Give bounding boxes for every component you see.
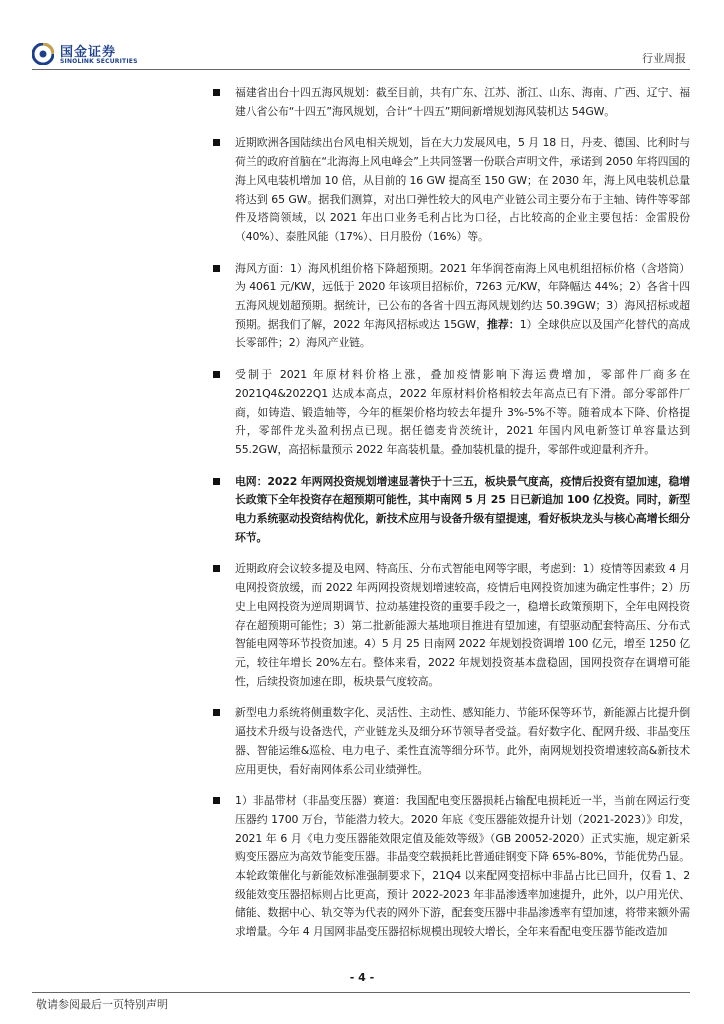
paragraph-8	[235, 792, 690, 942]
recommendation-label: 推荐：	[487, 317, 520, 331]
header-divider	[32, 69, 690, 70]
footer-divider	[32, 992, 690, 993]
square-bullet-icon	[213, 371, 220, 378]
logo-chinese-text: 国金证券	[60, 45, 117, 60]
disclaimer-text: 敬请参阅最后一页特别声明	[36, 998, 168, 1011]
paragraph-text-bold: 电网：2022 年两网投资规划增速显著快于十三五，板块景气度高，疫情后投资有望加速，稳增长政策下全年投资存在超预期可能性，其中南网 5 月 25 日已新追加 100 亿投资。同时，新型电力系统驱动投资结构优化，新技术应用与设备升级有望提速，看好板块龙头与核心高增长细分环节。	[235, 474, 690, 544]
paragraph-text: 近期政府会议较多提及电网、特高压、分布式智能电网等字眼，考虑到：1）疫情等因素致 4 月电网投资放缓，而 2022 年两网投资规划增速较高，疫情后电网投资加速为确定性事件；2）历史上电网投资为逆周期调节、拉动基建投资的重要手段之一，稳增长政策预期下，全年电网投资存在超预期可能性；3）第二批新能源大基地项目推进有望加速，有望驱动配套特高压、分布式智能电网等环节投资加速。4）5 月 25 日南网 2022 年规划投资调增 100 亿元，增至 1250 亿元，较往年增长 20%左右。整体来看，2022 年规划投资基本盘稳固，国网投资存在调增可能性，后续投资加速在即，板块景气度较高。	[235, 562, 690, 688]
paragraph-text	[235, 260, 690, 354]
paragraph-5	[235, 473, 690, 548]
paragraph-text: 新型电力系统将侧重数字化、灵活性、主动性、感知能力、节能环保等环节，新能源占比提升倒逼技术升级与设备迭代，产业链龙头及细分环节领导者受益。看好数字化、配网升级、非晶变压器、智能运维&巡检、电力电子、柔性直流等细分环节。此外，南网规划投资增速较高&新技术应用更快，看好南网体系公司业绩弹性。	[235, 706, 690, 776]
paragraph-4	[235, 366, 690, 460]
report-type-label: 行业周报	[642, 52, 686, 65]
paragraph-3	[235, 260, 690, 354]
page-footer	[0, 960, 724, 1024]
paragraph-text: 近期欧洲各国陆续出台风电相关规划，旨在大力发展风电，5 月 18 日，丹麦、德国、比利时与荷兰的政府首脑在“北海海上风电峰会”上共同签署一份联合声明文件，承诺到 2050 年将四国的海上风电装机增加 10 倍，从目前的 16 GW 提高至 150 GW；在 2030 年，海上风电装机总量将达到 65 GW。据我们测算，对出口弹性较大的风电产业链公司主要分布于主轴、铸件等零部件及塔筒领域，以 2021 年出口业务毛利占比为口径，占比较高的企业主要包括：金雷股份（40%）、泰胜风能（17%）、日月股份（16%）等。	[235, 136, 690, 243]
page-number: - 4 -	[349, 971, 375, 984]
page-header	[0, 0, 724, 74]
paragraph-text-tail: 1）全球供应以及国产化替代的高成长零部件；2）海风产业链。	[235, 317, 690, 350]
paragraph-text-main: 海风方面：1）海风机组价格下降超预期。2021 年华润苍南海上风电机组招标价格（含塔筒）为 4061 元/KW，远低于 2020 年该项目招标价，7263 元/KW，年降幅达 44%；2）各省十四五海风规划超预期。据统计，已公布的各省十四五海风规划约达 50.39GW；3）海风招标或超预期。据我们了解，2022 年海风招标或达 15GW，	[235, 261, 690, 331]
square-bullet-icon	[213, 139, 220, 146]
body-content	[235, 84, 690, 955]
paragraph-2	[235, 134, 690, 246]
square-bullet-icon	[213, 89, 220, 96]
paragraph-1	[235, 84, 690, 121]
paragraph-6	[235, 560, 690, 691]
company-logo	[32, 40, 142, 68]
square-bullet-icon	[213, 709, 220, 716]
square-bullet-icon	[213, 565, 220, 572]
logo-english-text: SINOLINK SECURITIES	[60, 58, 138, 65]
paragraph-text: 1）非晶带材（非晶变压器）赛道：我国配电变压器损耗占输配电损耗近一半，当前在网运行变压器约 1700 万台，节能潜力较大。2020 年底《变压器能效提升计划（2021-2023）》印发，2021 年 6 月《电力变压器能效限定值及能效等级》（GB 20052-2020）正式实施，规定新采购变压器应为高效节能变压器。非晶变空载损耗比普通硅钢变下降 65%-80%，节能优势凸显。本轮政策催化与新能效标准强制要求下，21Q4 以来配网变招标中非晶占比已回升，仅看 1、2 级能效变压器招标则占比更高，预计 2022-2023 年非晶渗透率加速提升，此外，以户用光伏、储能、数据中心、轨交等为代表的网外下游，配套变压器中非晶渗透率有望加速，将带来额外需求增量。今年 4 月国网非晶变压器招标规模出现较大增长，全年来看配电变压器节能改造加	[235, 794, 690, 939]
square-bullet-icon	[213, 478, 220, 485]
paragraph-text: 受制于 2021 年原材料价格上涨，叠加疫情影响下海运费增加，零部件厂商多在 2021Q4&2022Q1 达成本高点，2022 年原材料价格相较去年高点已有下滑。部分零部件厂商，如铸造、锻造轴等，今年的框架价格均较去年提升 3%-5%不等。随着成本下降、价格提升，零部件龙头盈利拐点已现。据任德麦肯茨统计，2021 年国内风电新签订单容量达到 55.2GW，高招标量预示 2022 年高装机量。叠加装机量的提升，零部件或迎量利齐升。	[235, 368, 690, 456]
sinolink-logo-icon	[32, 43, 54, 65]
paragraph-text: 福建省出台十四五海风规划：截至目前，共有广东、江苏、浙江、山东、海南、广西、辽宁、福建八省公布“十四五”海风规划，合计“十四五”期间新增规划海风装机达 54GW。	[235, 86, 690, 118]
paragraph-7	[235, 704, 690, 779]
square-bullet-icon	[213, 265, 220, 272]
square-bullet-icon	[213, 797, 220, 804]
